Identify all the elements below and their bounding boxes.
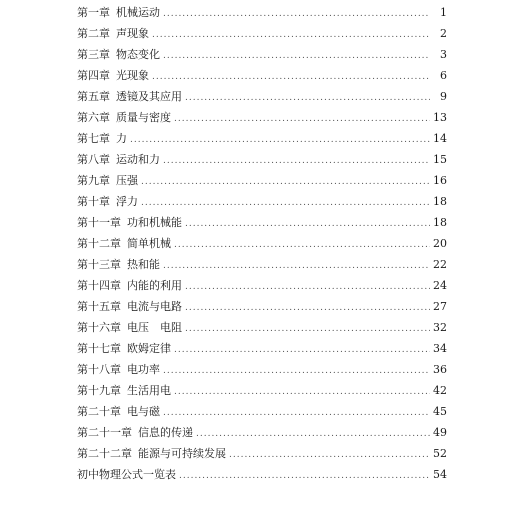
toc-entry-17[interactable] xyxy=(77,340,447,358)
leader-dots xyxy=(174,383,430,401)
toc-entry-4[interactable] xyxy=(77,67,447,85)
chapter-number: 第十一章 xyxy=(77,216,121,229)
chapter-title: 物态变化 xyxy=(116,48,160,61)
page-number: 2 xyxy=(440,27,447,40)
leader-dots xyxy=(163,152,430,170)
toc-entry-14[interactable] xyxy=(77,277,447,295)
toc-entry-19[interactable] xyxy=(77,382,447,400)
page-number: 14 xyxy=(433,132,447,145)
toc-entry-12[interactable] xyxy=(77,235,447,253)
toc-entry-3[interactable] xyxy=(77,46,447,64)
page-number: 32 xyxy=(433,321,447,334)
chapter-title: 电与磁 xyxy=(127,405,160,418)
page-number: 27 xyxy=(433,300,447,313)
chapter-title: 欧姆定律 xyxy=(127,342,171,355)
chapter-number: 第一章 xyxy=(77,6,110,19)
toc-entry-formula-table[interactable] xyxy=(77,466,447,484)
page-number: 52 xyxy=(433,447,447,460)
toc-entry-22[interactable] xyxy=(77,445,447,463)
toc-entry-21[interactable] xyxy=(77,424,447,442)
chapter-number: 第十章 xyxy=(77,195,110,208)
chapter-number: 第十九章 xyxy=(77,384,121,397)
chapter-number: 第十四章 xyxy=(77,279,121,292)
chapter-number: 第七章 xyxy=(77,132,110,145)
toc-entry-6[interactable] xyxy=(77,109,447,127)
appendix-title: 初中物理公式一览表 xyxy=(77,468,176,481)
page-number: 20 xyxy=(433,237,447,250)
chapter-title: 简单机械 xyxy=(127,237,171,250)
chapter-title: 浮力 xyxy=(116,195,138,208)
page-number: 22 xyxy=(433,258,447,271)
chapter-title: 信息的传递 xyxy=(138,426,193,439)
leader-dots xyxy=(179,467,430,485)
chapter-number: 第八章 xyxy=(77,153,110,166)
toc-entry-20[interactable] xyxy=(77,403,447,421)
toc-entry-13[interactable] xyxy=(77,256,447,274)
leader-dots xyxy=(185,278,430,296)
chapter-number: 第二十章 xyxy=(77,405,121,418)
chapter-number: 第二十一章 xyxy=(77,426,132,439)
leader-dots xyxy=(185,299,430,317)
chapter-title: 压强 xyxy=(116,174,138,187)
chapter-title: 声现象 xyxy=(116,27,149,40)
chapter-title: 电压 电阻 xyxy=(127,321,182,334)
toc-entry-10[interactable] xyxy=(77,193,447,211)
chapter-number: 第十二章 xyxy=(77,237,121,250)
toc-entry-15[interactable] xyxy=(77,298,447,316)
leader-dots xyxy=(152,26,430,44)
chapter-title: 生活用电 xyxy=(127,384,171,397)
chapter-title: 电流与电路 xyxy=(127,300,182,313)
chapter-title: 光现象 xyxy=(116,69,149,82)
page-number: 45 xyxy=(433,405,447,418)
page-number: 54 xyxy=(433,468,447,481)
page-number: 6 xyxy=(440,69,447,82)
chapter-title: 能源与可持续发展 xyxy=(138,447,226,460)
leader-dots xyxy=(152,68,430,86)
toc-entry-5[interactable] xyxy=(77,88,447,106)
chapter-number: 第十六章 xyxy=(77,321,121,334)
leader-dots xyxy=(185,320,430,338)
chapter-title: 运动和力 xyxy=(116,153,160,166)
chapter-title: 机械运动 xyxy=(116,6,160,19)
leader-dots xyxy=(141,194,430,212)
chapter-title: 力 xyxy=(116,132,127,145)
chapter-number: 第十七章 xyxy=(77,342,121,355)
chapter-title: 电功率 xyxy=(127,363,160,376)
page-number: 16 xyxy=(433,174,447,187)
page-number: 3 xyxy=(440,48,447,61)
chapter-title: 透镜及其应用 xyxy=(116,90,182,103)
page-number: 42 xyxy=(433,384,447,397)
leader-dots xyxy=(174,110,430,128)
toc-entry-1[interactable] xyxy=(77,4,447,22)
leader-dots xyxy=(185,89,430,107)
chapter-number: 第三章 xyxy=(77,48,110,61)
toc-entry-8[interactable] xyxy=(77,151,447,169)
leader-dots xyxy=(163,47,430,65)
chapter-number: 第九章 xyxy=(77,174,110,187)
page-number: 9 xyxy=(440,90,447,103)
leader-dots xyxy=(163,404,430,422)
toc-entry-7[interactable] xyxy=(77,130,447,148)
toc-entry-11[interactable] xyxy=(77,214,447,232)
page-number: 49 xyxy=(433,426,447,439)
toc-entry-9[interactable] xyxy=(77,172,447,190)
chapter-title: 内能的利用 xyxy=(127,279,182,292)
leader-dots xyxy=(141,173,430,191)
leader-dots xyxy=(130,131,430,149)
chapter-number: 第十八章 xyxy=(77,363,121,376)
chapter-number: 第十三章 xyxy=(77,258,121,271)
toc-entry-2[interactable] xyxy=(77,25,447,43)
leader-dots xyxy=(196,425,430,443)
leader-dots xyxy=(163,362,430,380)
page-number: 34 xyxy=(433,342,447,355)
chapter-number: 第二十二章 xyxy=(77,447,132,460)
chapter-title: 功和机械能 xyxy=(127,216,182,229)
leader-dots xyxy=(163,5,430,23)
leader-dots xyxy=(185,215,430,233)
page-number: 24 xyxy=(433,279,447,292)
chapter-number: 第六章 xyxy=(77,111,110,124)
chapter-number: 第十五章 xyxy=(77,300,121,313)
leader-dots xyxy=(174,236,430,254)
page-number: 36 xyxy=(433,363,447,376)
page-number: 18 xyxy=(433,216,447,229)
page-number: 18 xyxy=(433,195,447,208)
chapter-number: 第五章 xyxy=(77,90,110,103)
chapter-number: 第四章 xyxy=(77,69,110,82)
toc-entry-16[interactable] xyxy=(77,319,447,337)
leader-dots xyxy=(174,341,430,359)
page-number: 1 xyxy=(440,6,447,19)
chapter-title: 质量与密度 xyxy=(116,111,171,124)
page-number: 15 xyxy=(433,153,447,166)
chapter-number: 第二章 xyxy=(77,27,110,40)
toc-entry-18[interactable] xyxy=(77,361,447,379)
page-number: 13 xyxy=(433,111,447,124)
chapter-title: 热和能 xyxy=(127,258,160,271)
leader-dots xyxy=(229,446,430,464)
leader-dots xyxy=(163,257,430,275)
